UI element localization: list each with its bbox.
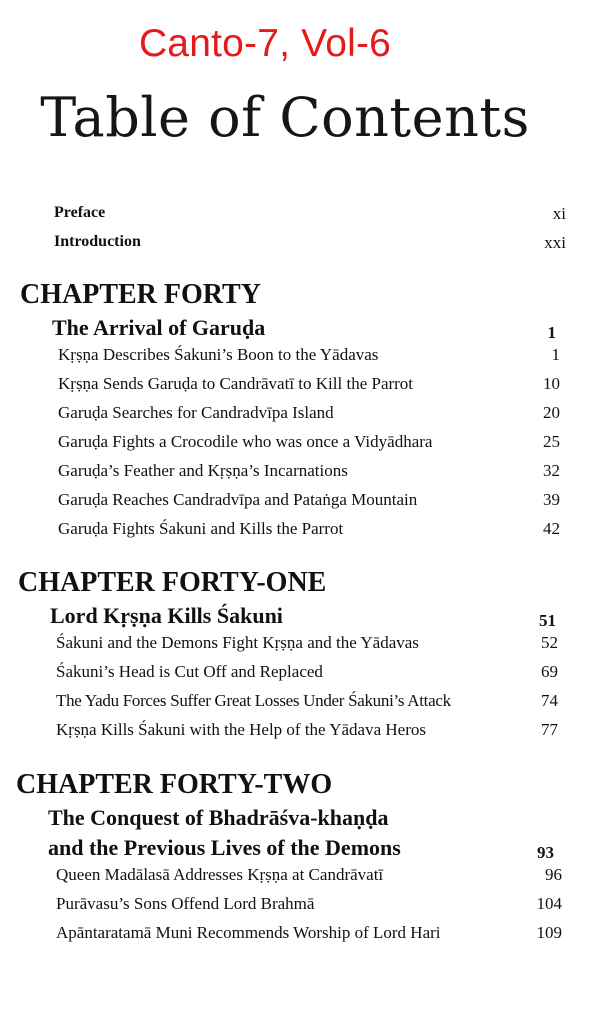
chapter-page: 1: [547, 323, 556, 342]
section-title: Kṛṣṇa Kills Śakuni with the Help of the Yādava Heros: [56, 720, 426, 739]
chapter-title-block[interactable]: [48, 803, 600, 863]
section-title: Garuḍa’s Feather and Kṛṣṇa’s Incarnations: [58, 461, 348, 480]
section-list: [56, 633, 558, 749]
front-matter-page: xi: [552, 204, 566, 223]
section-item[interactable]: [58, 432, 560, 461]
chapter-forty: [0, 279, 600, 548]
chapter-page: 93: [537, 843, 554, 862]
chapter-title: Lord Kṛṣṇa Kills Śakuni: [50, 603, 283, 628]
front-matter-list: [54, 204, 566, 262]
section-item[interactable]: [58, 345, 560, 374]
section-item[interactable]: [56, 894, 562, 923]
page-title: Table of Contents: [40, 86, 530, 149]
section-title: Kṛṣṇa Sends Garuḍa to Candrāvatī to Kill the Parrot: [58, 374, 414, 393]
section-list: [58, 345, 560, 548]
section-page: 109: [536, 923, 562, 942]
section-page: 69: [541, 662, 558, 681]
section-title: The Yadu Forces Suffer Great Losses Under Śakuni’s Attack: [56, 691, 451, 710]
section-title: Garuḍa Fights a Crocodile who was once a Vidyādhara: [58, 432, 433, 451]
chapter-title-row[interactable]: [50, 601, 556, 631]
section-item[interactable]: [58, 374, 560, 403]
section-item[interactable]: [56, 633, 558, 662]
section-page: 10: [543, 374, 560, 393]
section-title: Śakuni and the Demons Fight Kṛṣṇa and the Yādavas: [56, 633, 419, 652]
chapter-title-row: [48, 833, 554, 863]
section-page: 25: [543, 432, 560, 451]
section-page: 32: [543, 461, 560, 480]
section-item[interactable]: [58, 490, 560, 519]
section-item[interactable]: [58, 519, 560, 548]
chapter-title-line: The Conquest of Bhadrāśva-khaṇḍa: [48, 805, 389, 830]
section-title: Garuḍa Searches for Candradvīpa Island: [58, 403, 334, 422]
section-title: Kṛṣṇa Describes Śakuni’s Boon to the Yādavas: [58, 345, 379, 364]
section-item[interactable]: [58, 403, 560, 432]
front-matter-label: Introduction: [54, 233, 141, 250]
section-title: Garuḍa Reaches Candradvīpa and Pataṅga Mountain: [58, 490, 418, 509]
section-page: 104: [536, 894, 562, 913]
chapter-heading: CHAPTER FORTY-ONE: [18, 567, 327, 598]
chapter-title-row[interactable]: [52, 313, 556, 343]
chapter-heading: CHAPTER FORTY-TWO: [16, 769, 333, 800]
chapter-title: The Arrival of Garuḍa: [52, 315, 266, 340]
section-title: Garuḍa Fights Śakuni and Kills the Parrot: [58, 519, 344, 538]
section-page: 77: [541, 720, 558, 739]
chapter-forty-one: [0, 567, 600, 749]
chapter-page: 51: [539, 611, 556, 630]
section-item[interactable]: [56, 691, 558, 720]
section-item[interactable]: [58, 461, 560, 490]
section-title: Śakuni’s Head is Cut Off and Replaced: [56, 662, 323, 681]
section-title: Apāntaratamā Muni Recommends Worship of Lord Hari: [56, 923, 441, 942]
front-matter-item[interactable]: [54, 204, 566, 233]
section-item[interactable]: [56, 865, 562, 894]
section-page: 1: [551, 345, 560, 364]
front-matter-item[interactable]: [54, 233, 566, 262]
section-page: 39: [543, 490, 560, 509]
section-page: 74: [541, 691, 558, 710]
section-page: 20: [543, 403, 560, 422]
section-page: 52: [541, 633, 558, 652]
section-title: Purāvasu’s Sons Offend Lord Brahmā: [56, 894, 315, 913]
section-title: Queen Madālasā Addresses Kṛṣṇa at Candrāvatī: [56, 865, 384, 884]
section-page: 96: [545, 865, 562, 884]
chapter-forty-two: [0, 769, 600, 952]
section-list: [56, 865, 562, 952]
section-page: 42: [543, 519, 560, 538]
section-item[interactable]: [56, 720, 558, 749]
section-item[interactable]: [56, 662, 558, 691]
front-matter-label: Preface: [54, 204, 106, 221]
chapter-title-line: and the Previous Lives of the Demons: [48, 835, 401, 860]
front-matter-page: xxi: [544, 233, 566, 252]
volume-label: Canto-7, Vol-6: [138, 22, 392, 65]
chapter-heading: CHAPTER FORTY: [20, 279, 261, 310]
section-item[interactable]: [56, 923, 562, 952]
